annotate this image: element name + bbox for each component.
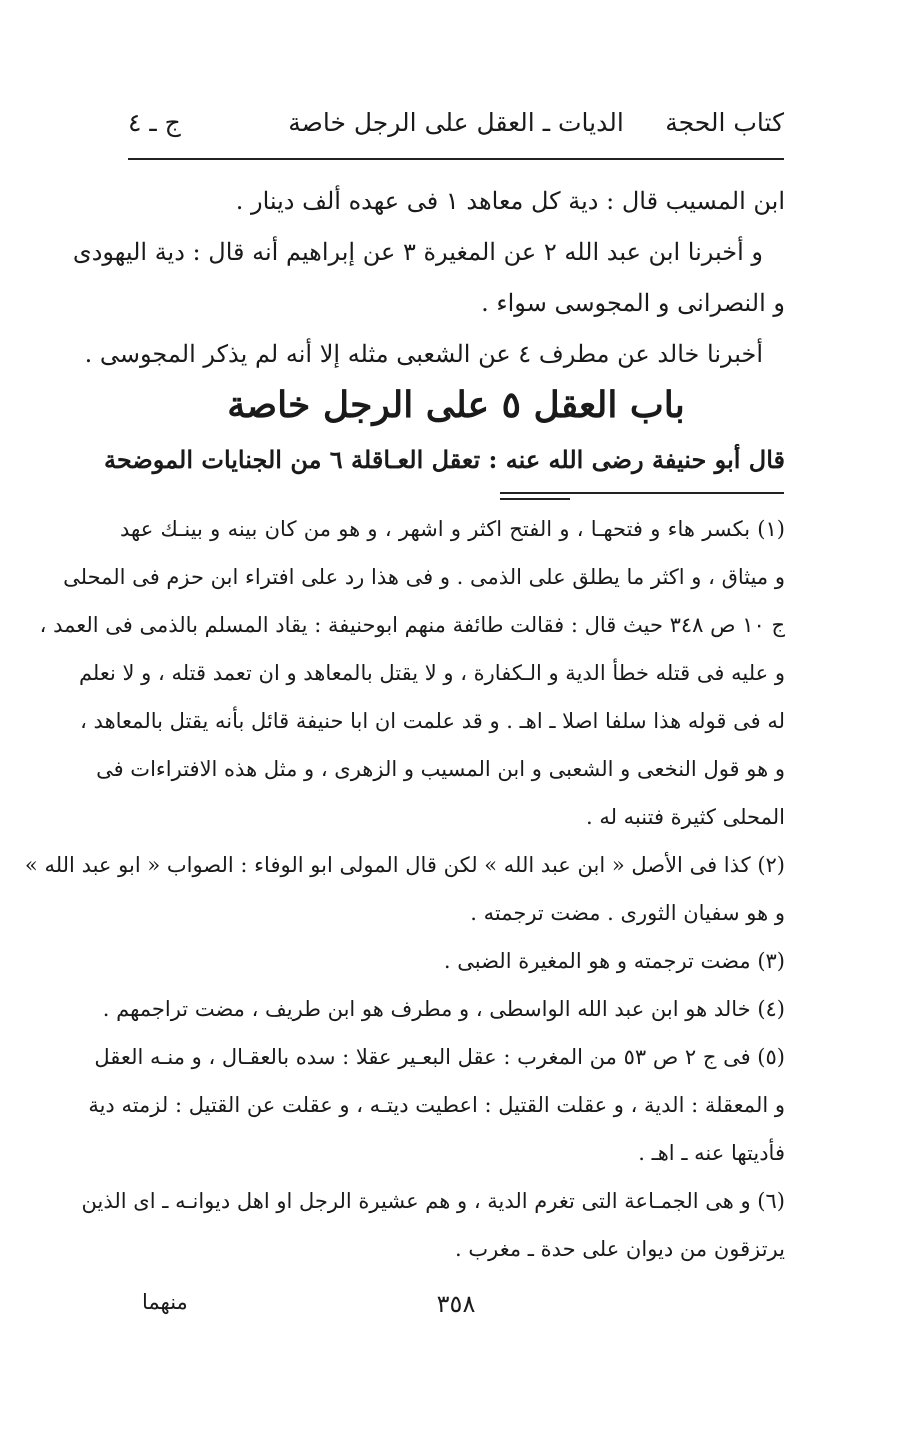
footnote-line: له فى قوله هذا سلفا اصلا ـ اهـ . و قد علمت ان ابا حنيفة قائل بأنه يقتل بالمعاهد ، xyxy=(80,709,785,733)
footnotes xyxy=(24,505,785,1273)
chapter-heading: باب العقل ٥ على الرجل خاصة xyxy=(227,384,685,426)
footnote-line: و عليه فى قتله خطأ الدية و الـكفارة ، و لا يقتل بالمعاهد و ان تعمد قتله ، و لا نعلم xyxy=(78,661,785,685)
footnote-line: (٣) مضت ترجمته و هو المغيرة الضبى . xyxy=(443,949,785,973)
footnote-line: فأديتها عنه ـ اهـ . xyxy=(638,1141,785,1165)
header-book-title: كتاب الحجة xyxy=(665,108,784,137)
footnote-line: و المعقلة : الدية ، و عقلت القتيل : اعطيت ديتـه ، و عقلت عن القتيل : لزمته دية xyxy=(88,1093,785,1117)
footnote-line: (٦) و هى الجمـاعة التى تغرم الدية ، و هم عشيرة الرجل او اهل ديوانـه ـ اى الذين xyxy=(81,1189,785,1213)
page-number: ٣٥٨ xyxy=(436,1290,476,1318)
footnote-line: و هو قول النخعى و الشعبى و ابن المسيب و الزهرى ، و مثل هذه الافتراءات فى xyxy=(96,757,785,781)
footnote-line: و هو سفيان الثورى . مضت ترجمته . xyxy=(470,901,785,925)
footnote-line: يرتزقون من ديوان على حدة ـ مغرب . xyxy=(455,1237,785,1261)
page-footer xyxy=(128,1290,784,1330)
body-line: و أخبرنا ابن عبد الله ٢ عن المغيرة ٣ عن إبراهيم أنه قال : دية اليهودى xyxy=(72,238,763,266)
footnote-line: المحلى كثيرة فتنبه له . xyxy=(586,805,785,829)
footnote-line: ج ١٠ ص ٣٤٨ حيث قال : فقالت طائفة منهم ابوحنيفة : يقاد المسلم بالذمى فى العمد ، xyxy=(39,613,785,637)
footnote-line: (٥) فى ج ٢ ص ٥٣ من المغرب : عقل البعـير عقلا : سده بالعقـال ، و منـه العقل xyxy=(94,1045,785,1069)
body-line: و النصرانى و المجوسى سواء . xyxy=(481,289,785,317)
header-rule xyxy=(128,158,784,160)
footnote-line: و ميثاق ، و اكثر ما يطلق على الذمى . و فى هذا رد على افتراء ابن حزم فى المحلى xyxy=(63,565,785,589)
footnote-line: (١) بكسر هاء و فتحهـا ، و الفتح اكثر و اشهر ، و هو من كان بينه و بينـك عهد xyxy=(120,517,785,541)
footnote-line: (٤) خالد هو ابن عبد الله الواسطى ، و مطرف هو ابن طريف ، مضت تراجمهم . xyxy=(102,997,785,1021)
chapter-first-line: قال أبو حنيفة رضى الله عنه : تعقل العـاقلة ٦ من الجنايات الموضحة xyxy=(104,445,785,474)
header-volume: ج ـ ٤ xyxy=(128,108,181,137)
footnote-rule xyxy=(500,492,784,494)
header-section-title: الديات ـ العقل على الرجل خاصة xyxy=(288,108,624,137)
body-line: أخبرنا خالد عن مطرف ٤ عن الشعبى مثله إلا أنه لم يذكر المجوسى . xyxy=(84,340,763,368)
main-text xyxy=(72,176,785,380)
footnote-rule-short xyxy=(500,498,570,500)
body-line: ابن المسيب قال : دية كل معاهد ١ فى عهده ألف دينار . xyxy=(235,187,785,215)
running-header xyxy=(128,108,784,152)
catchword: منهما xyxy=(142,1290,188,1314)
footnote-line: (٢) كذا فى الأصل « ابن عبد الله » لكن قال المولى ابو الوفاء : الصواب « ابو عبد الله » xyxy=(24,853,785,877)
